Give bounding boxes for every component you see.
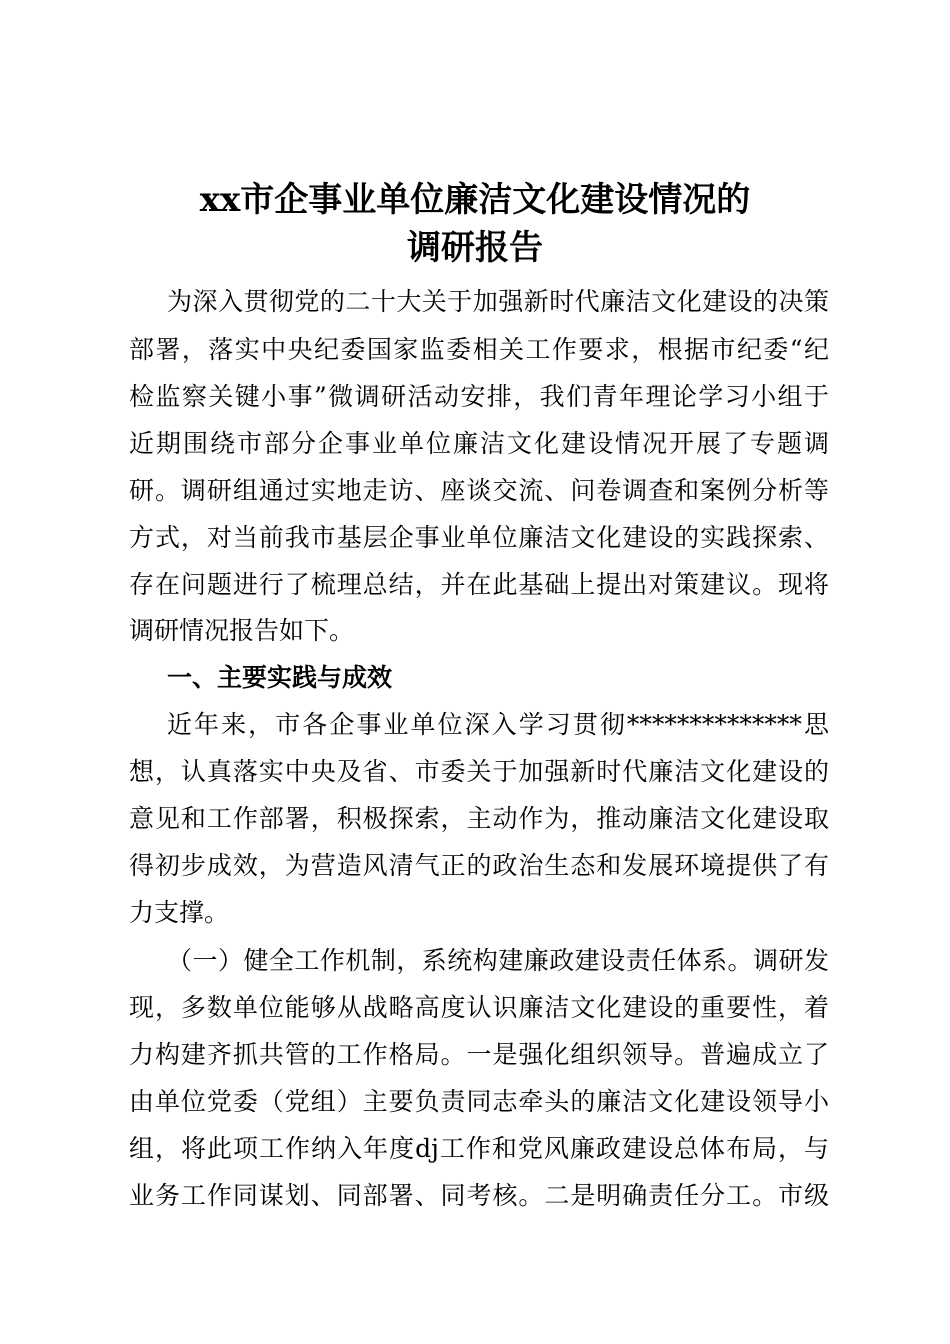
body-line: 为深入贯彻党的二十大关于加强新时代廉洁文化建设的决策 [167,287,829,316]
body-line: 研。调研组通过实地走访、座谈交流、问卷调查和案例分析等 [129,476,829,505]
document-title-line-2: 调研报告 [407,228,543,268]
body-line: 方式，对当前我市基层企事业单位廉洁文化建设的实践探索、 [129,523,829,552]
body-line: 力支撑。 [129,898,230,927]
body-line: 意见和工作部署，积极探索，主动作为，推动廉洁文化建设取 [129,804,829,833]
body-line: 近期围绕市部分企事业单位廉洁文化建设情况开展了专题调 [129,429,829,458]
body-line: 检监察关键小事”微调研活动安排，我们青年理论学习小组于 [129,382,829,411]
section-heading: 一、主要实践与成效 [167,663,393,692]
body-line: 力构建齐抓共管的工作格局。一是强化组织领导。普遍成立了 [129,1040,829,1069]
body-line: 得初步成效，为营造风清气正的政治生态和发展环境提供了有 [129,851,829,880]
body-line: 近年来，市各企事业单位深入学习贯彻**************思 [167,710,829,739]
subsection-line: （一）健全工作机制，系统构建廉政建设责任体系。调研发 [167,946,829,975]
body-line: 部署，落实中央纪委国家监委相关工作要求，根据市纪委“纪 [129,335,829,364]
document-title-line-1: xx市企事业单位廉洁文化建设情况的 [199,180,751,220]
body-line: 组，将此项工作纳入年度dj工作和党风廉政建设总体布局，与 [129,1134,829,1163]
body-line: 业务工作同谋划、同部署、同考核。二是明确责任分工。市级 [129,1181,829,1210]
body-line: 存在问题进行了梳理总结，并在此基础上提出对策建议。现将 [129,570,829,599]
body-line: 现，多数单位能够从战略高度认识廉洁文化建设的重要性，着 [129,993,829,1022]
body-line: 想，认真落实中央及省、市委关于加强新时代廉洁文化建设的 [129,757,829,786]
body-line: 调研情况报告如下。 [129,616,355,645]
body-line: 由单位党委（党组）主要负责同志牵头的廉洁文化建设领导小 [129,1087,829,1116]
